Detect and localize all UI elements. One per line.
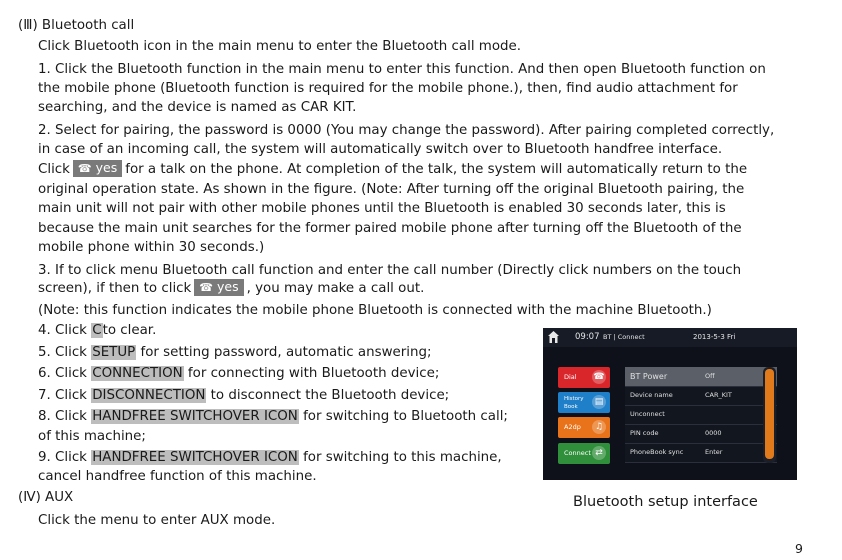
step-1-line-2: the mobile phone (Bluetooth function is required for the mobile phone.), then, find audio attachment for bbox=[38, 81, 738, 96]
settings-row-device-name bbox=[625, 386, 777, 406]
step-3-line-2-text: screen), if then to click bbox=[38, 281, 192, 296]
step-2-line-6: because the main unit searches for the former paired mobile phone after turning off the Bluetooth of the bbox=[38, 221, 742, 236]
device-status-bar bbox=[543, 328, 797, 347]
device-tab-dial bbox=[558, 367, 610, 388]
page-number: 9 bbox=[795, 541, 803, 556]
handfree-switchover-key-label: HANDFREE SWITCHOVER ICON bbox=[92, 450, 298, 465]
headphones-icon: ♫ bbox=[592, 420, 606, 434]
bluetooth-setup-screenshot bbox=[543, 328, 797, 480]
step-2-line-3 bbox=[38, 160, 747, 179]
settings-row-unconnect bbox=[625, 405, 777, 425]
device-tab-connect bbox=[558, 443, 610, 464]
device-tab-history-book bbox=[558, 392, 610, 413]
item-5 bbox=[38, 343, 432, 362]
click-word: 8. Click bbox=[38, 409, 87, 424]
item-9 bbox=[38, 448, 502, 467]
settings-value: Enter bbox=[705, 448, 723, 456]
device-settings-list bbox=[625, 367, 777, 463]
item-6-text: for connecting with Bluetooth device; bbox=[187, 366, 440, 381]
clear-key-label: C bbox=[92, 323, 102, 338]
settings-key: Unconnect bbox=[630, 410, 665, 418]
item-6 bbox=[38, 364, 439, 383]
settings-row-phonebook-sync bbox=[625, 443, 777, 463]
settings-key: PhoneBook sync bbox=[630, 448, 684, 456]
item-4-text: to clear. bbox=[102, 323, 157, 338]
device-tab-label: Connect bbox=[564, 449, 591, 457]
step-2-line-1: 2. Select for pairing, the password is 0000 (You may change the password). After pairing completed correctly, bbox=[38, 123, 775, 138]
phone-icon: ☎ bbox=[77, 162, 92, 175]
device-tab-label: A2dp bbox=[564, 423, 581, 431]
device-tab-label: History Book bbox=[564, 396, 584, 410]
click-word: 6. Click bbox=[38, 366, 87, 381]
step-3-line-2-end: , you may make a call out. bbox=[246, 281, 425, 296]
item-5-text: for setting password, automatic answering; bbox=[140, 345, 432, 360]
settings-value: Off bbox=[705, 372, 715, 380]
setup-key-label: SETUP bbox=[92, 345, 136, 360]
device-tab-label: Dial bbox=[564, 373, 577, 381]
yes-label: yes bbox=[95, 160, 118, 175]
step-1-line-3: searching, and the device is named as CAR KIT. bbox=[38, 100, 357, 115]
settings-row-bt-power bbox=[625, 367, 777, 387]
figure-caption: Bluetooth setup interface bbox=[573, 494, 758, 510]
item-4 bbox=[38, 321, 156, 340]
click-word: 4. Click bbox=[38, 323, 87, 338]
device-scrollbar bbox=[765, 369, 774, 459]
device-mode: BT | Connect bbox=[603, 333, 645, 341]
call-yes-button bbox=[194, 279, 243, 296]
item-8-line-2: of this machine; bbox=[38, 429, 146, 444]
step-2-line-7: mobile phone within 30 seconds.) bbox=[38, 240, 265, 255]
item-9-text: for switching to this machine, bbox=[303, 450, 502, 465]
click-word: 9. Click bbox=[38, 450, 87, 465]
answer-yes-button bbox=[73, 160, 122, 177]
step-2-line-4: original operation state. As shown in the figure. (Note: After turning off the original Bluetooth pairing, the bbox=[38, 182, 745, 197]
step-2-line-3-text: for a talk on the phone. At completion of the talk, the system will automatically return to the bbox=[125, 162, 748, 177]
phone-icon: ☎ bbox=[593, 372, 605, 382]
item-7-text: to disconnect the Bluetooth device; bbox=[210, 388, 450, 403]
click-word: 7. Click bbox=[38, 388, 87, 403]
settings-value: 0000 bbox=[705, 429, 722, 437]
home-icon bbox=[548, 331, 559, 343]
step-1-line-1: 1. Click the Bluetooth function in the main menu to enter this function. And then open Bluetooth function on bbox=[38, 62, 766, 77]
item-9-line-2: cancel handfree function of this machine. bbox=[38, 469, 317, 484]
section-heading-bluetooth-call: (Ⅲ) Bluetooth call bbox=[18, 18, 135, 33]
settings-row-pin-code bbox=[625, 424, 777, 444]
note-text: (Note: this function indicates the mobile phone Bluetooth is connected with the machine Bluetooth.) bbox=[38, 303, 712, 318]
phone-icon: ☎ bbox=[199, 281, 213, 294]
section-heading-aux: (Ⅳ) AUX bbox=[18, 490, 74, 505]
aux-text: Click the menu to enter AUX mode. bbox=[38, 513, 276, 528]
item-8 bbox=[38, 407, 508, 426]
settings-value: CAR_KIT bbox=[705, 391, 732, 399]
settings-key: BT Power bbox=[630, 372, 668, 381]
item-7 bbox=[38, 386, 449, 405]
device-date: 2013-5-3 Fri bbox=[693, 333, 736, 341]
connection-key-label: CONNECTION bbox=[92, 366, 183, 381]
device-time: 09:07 bbox=[575, 332, 600, 342]
settings-key: PIN code bbox=[630, 429, 659, 437]
disconnection-key-label: DISCONNECTION bbox=[92, 388, 206, 403]
step-3-line-1: 3. If to click menu Bluetooth call function and enter the call number (Directly click numbers on the touch bbox=[38, 263, 742, 278]
step-2-line-2: in case of an incoming call, the system will automatically switch over to Bluetooth handfree interface. bbox=[38, 142, 723, 157]
yes-label: yes bbox=[216, 279, 239, 294]
click-word: 5. Click bbox=[38, 345, 87, 360]
item-8-text: for switching to Bluetooth call; bbox=[303, 409, 508, 424]
intro-text: Click Bluetooth icon in the main menu to enter the Bluetooth call mode. bbox=[38, 39, 522, 54]
connect-icon: ⇄ bbox=[592, 446, 606, 460]
device-tab-a2dp bbox=[558, 417, 610, 438]
click-word: Click bbox=[38, 162, 70, 177]
step-3-line-2 bbox=[38, 279, 424, 298]
settings-key: Device name bbox=[630, 391, 673, 399]
book-icon: ▤ bbox=[592, 395, 606, 409]
handfree-switchover-key-label: HANDFREE SWITCHOVER ICON bbox=[92, 409, 298, 424]
step-2-line-5: main unit will not pair with other mobile phones until the Bluetooth is enabled 30 seconds later, this is bbox=[38, 201, 726, 216]
